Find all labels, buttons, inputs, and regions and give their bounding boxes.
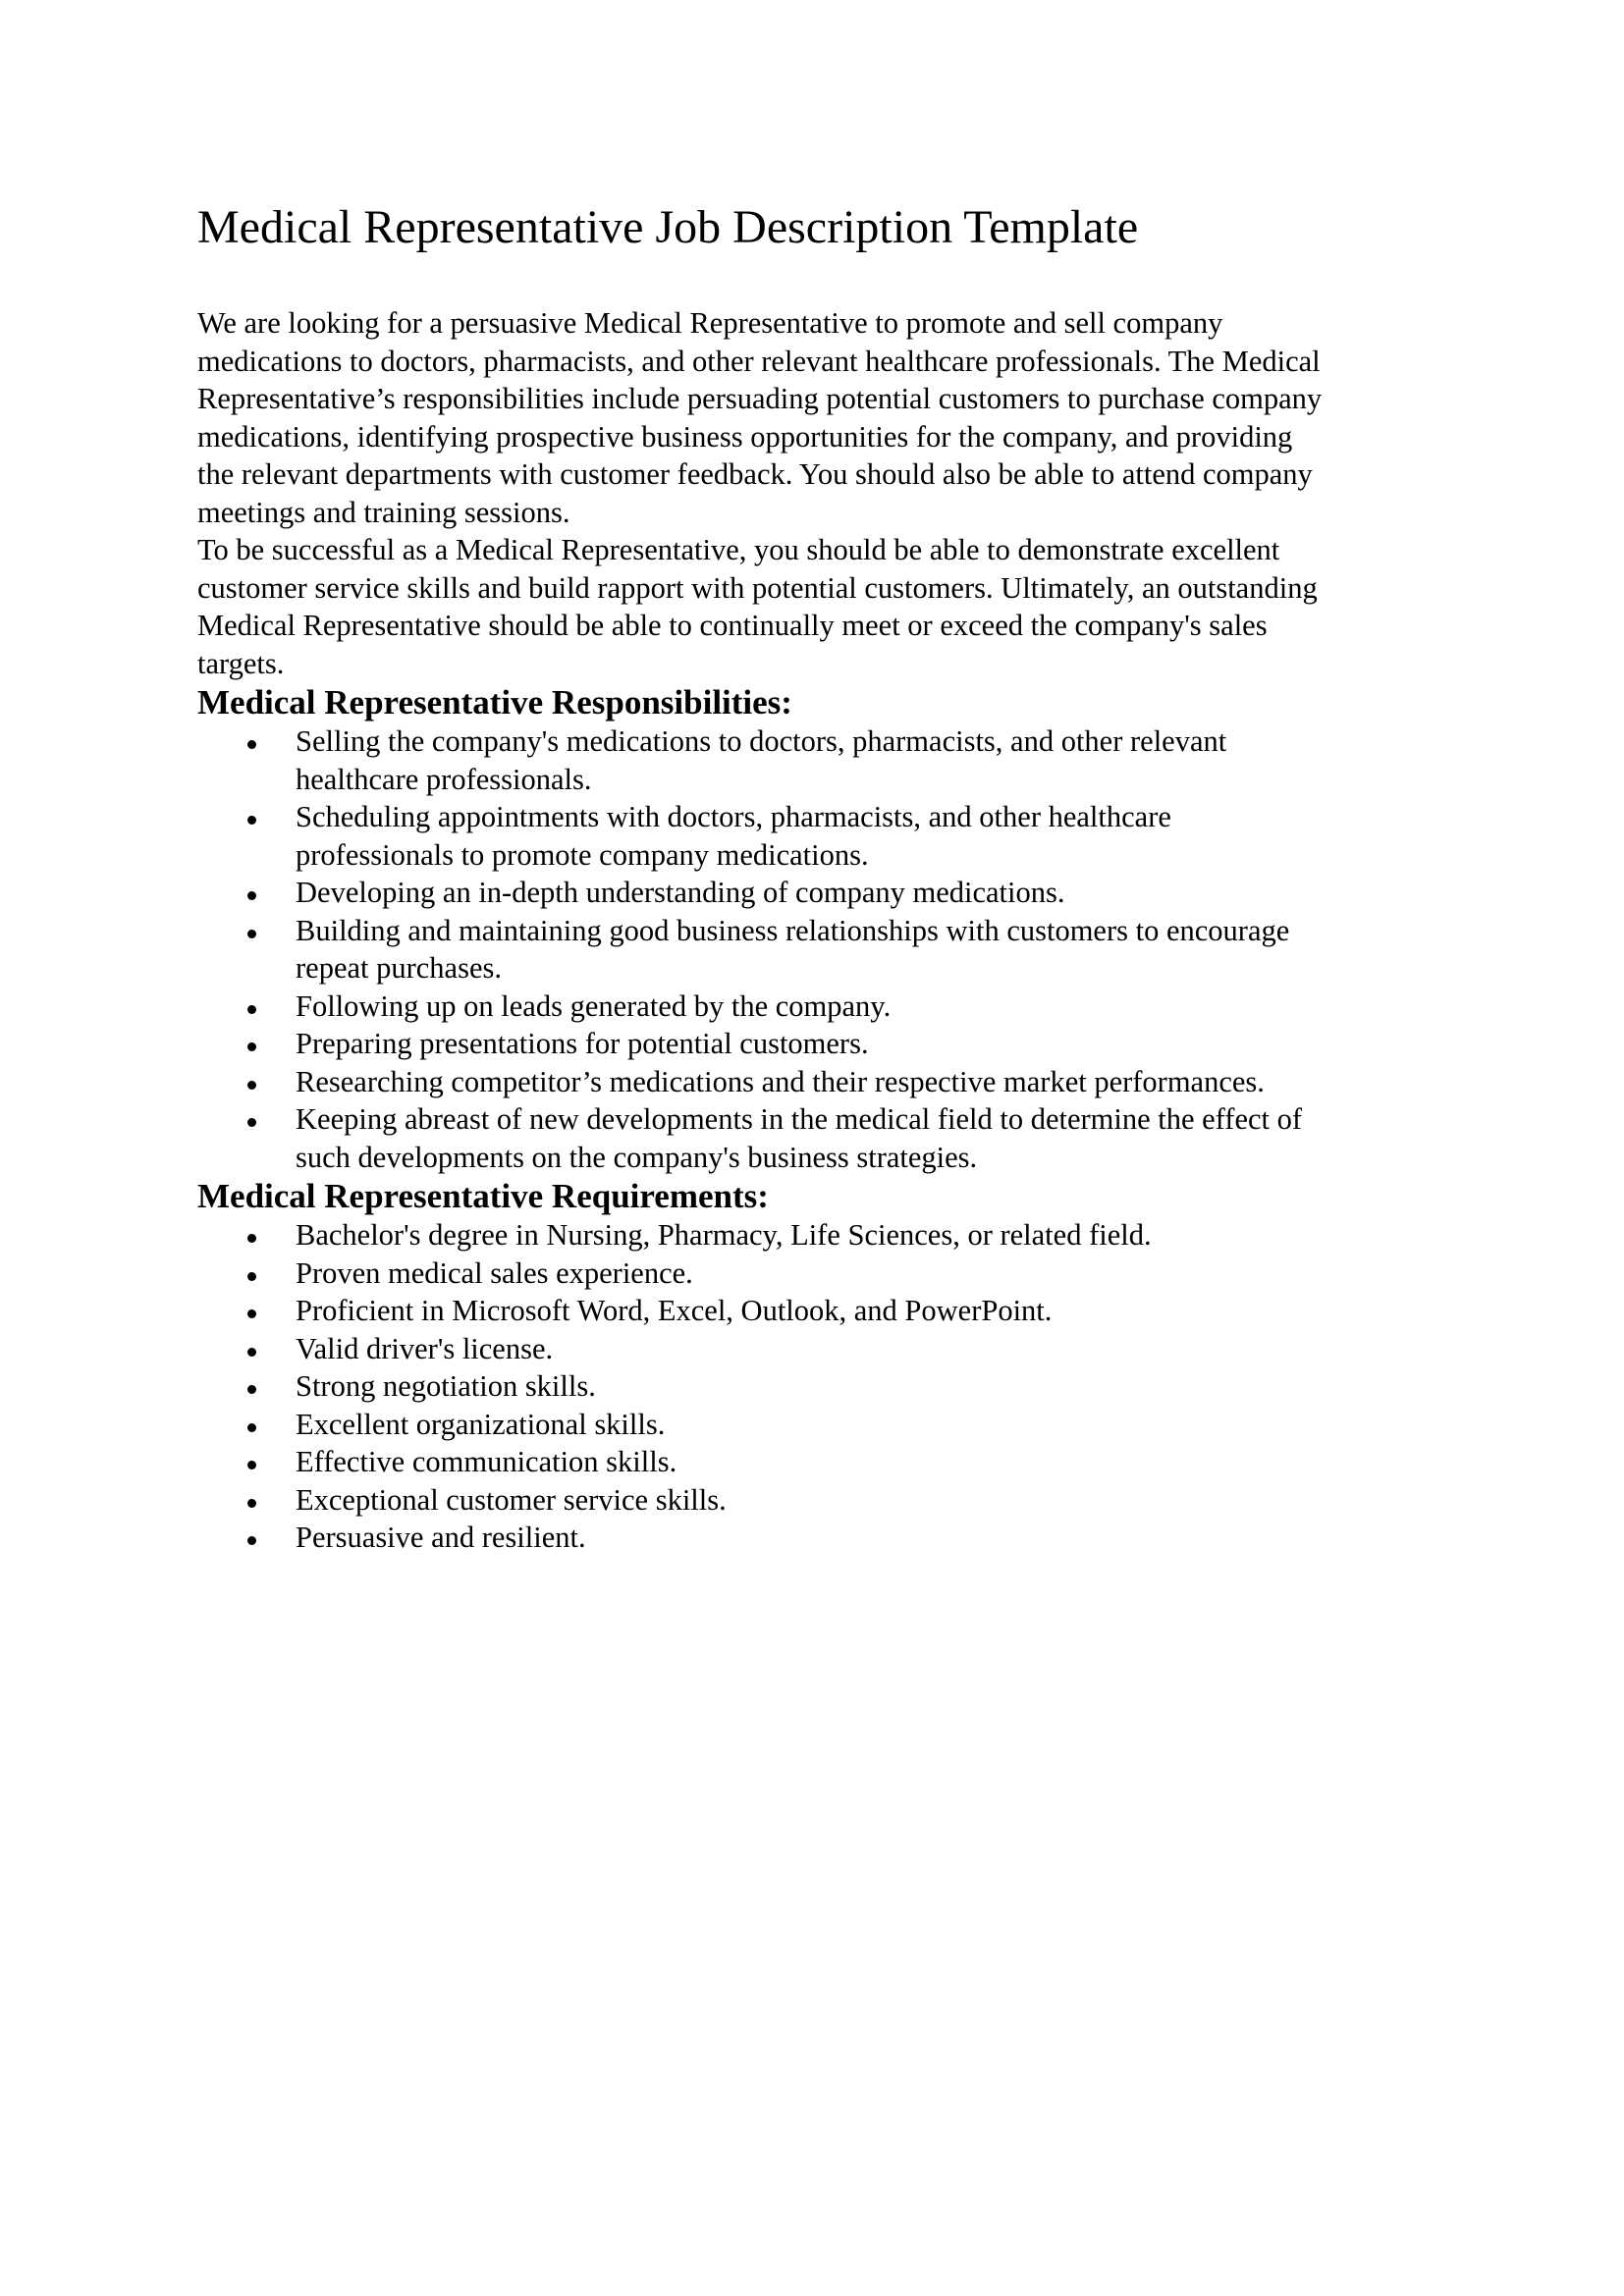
requirements-heading: Medical Representative Requirements: <box>197 1177 769 1215</box>
bullet-icon <box>247 1385 256 1394</box>
responsibility-item <box>197 722 1474 798</box>
bullet-icon <box>247 1118 256 1127</box>
requirement-item-text: Valid driver's license. <box>296 1331 554 1365</box>
responsibility-item-text: professionals to promote company medications. <box>296 837 869 872</box>
intro-line: customer service skills and build rapport with potential customers. Ultimately, an outstanding <box>197 570 1318 605</box>
responsibilities-list <box>197 722 1474 1176</box>
responsibility-item-text: Scheduling appointments with doctors, pharmacists, and other healthcare <box>296 800 1171 833</box>
requirement-item <box>197 1481 1474 1520</box>
bullet-icon <box>247 1272 256 1281</box>
bullet-icon <box>247 1461 256 1469</box>
document-content <box>197 198 1474 1557</box>
bullet-icon <box>247 740 256 749</box>
responsibility-item <box>197 1100 1474 1176</box>
requirement-item <box>197 1443 1474 1481</box>
requirement-item-text: Strong negotiation skills. <box>296 1369 596 1403</box>
responsibility-item-text: Researching competitor’s medications and their respective market performances. <box>296 1064 1265 1098</box>
requirement-item <box>197 1330 1474 1368</box>
intro-line: meetings and training sessions. <box>197 495 570 529</box>
bullet-icon <box>247 1423 256 1432</box>
responsibility-item-text: such developments on the company's business strategies. <box>296 1140 978 1174</box>
responsibility-item <box>197 912 1474 988</box>
requirements-list <box>197 1216 1474 1557</box>
requirement-item-text: Persuasive and resilient. <box>296 1521 586 1554</box>
responsibility-item-text: Building and maintaining good business relationships with customers to encourage <box>296 913 1290 947</box>
intro-paragraph <box>197 304 1474 682</box>
responsibility-item <box>197 798 1474 874</box>
responsibility-item <box>197 1025 1474 1063</box>
responsibility-item-text: repeat purchases. <box>296 951 503 985</box>
responsibility-item-text: Keeping abreast of new developments in the medical field to determine the effect of <box>296 1102 1303 1136</box>
responsibilities-heading: Medical Representative Responsibilities: <box>197 683 792 721</box>
bullet-icon <box>247 1042 256 1051</box>
bullet-icon <box>247 1536 256 1545</box>
responsibility-item-text: Selling the company's medications to doctors, pharmacists, and other relevant <box>296 724 1227 758</box>
bullet-icon <box>247 1348 256 1357</box>
responsibility-item-text: Preparing presentations for potential customers. <box>296 1027 869 1060</box>
intro-line: medications to doctors, pharmacists, and other relevant healthcare professionals. The Medical <box>197 344 1321 378</box>
responsibility-item <box>197 874 1474 912</box>
requirement-item <box>197 1292 1474 1330</box>
responsibility-item-text: healthcare professionals. <box>296 762 592 796</box>
bullet-icon <box>247 1499 256 1508</box>
bullet-icon <box>247 930 256 938</box>
intro-line: To be successful as a Medical Representative, you should be able to demonstrate excellent <box>197 533 1280 566</box>
requirement-item-text: Proficient in Microsoft Word, Excel, Outlook, and PowerPoint. <box>296 1294 1053 1327</box>
intro-line: Representative’s responsibilities include persuading potential customers to purchase company <box>197 382 1323 415</box>
requirement-item-text: Proven medical sales experience. <box>296 1255 693 1290</box>
responsibility-item <box>197 988 1474 1026</box>
requirement-item <box>197 1406 1474 1444</box>
requirement-item-text: Effective communication skills. <box>296 1445 677 1478</box>
requirement-item <box>197 1367 1474 1406</box>
document-title: Medical Representative Job Description Template <box>197 201 1139 253</box>
requirement-item <box>197 1519 1474 1557</box>
requirement-item-text: Excellent organizational skills. <box>296 1407 666 1441</box>
responsibility-item-text: Following up on leads generated by the company. <box>296 988 892 1023</box>
requirement-item-text: Exceptional customer service skills. <box>296 1482 727 1517</box>
bullet-icon <box>247 1309 256 1318</box>
intro-line: targets. <box>197 646 285 680</box>
intro-line: medications, identifying prospective business opportunities for the company, and providing <box>197 419 1293 454</box>
bullet-icon <box>247 1005 256 1014</box>
responsibility-item <box>197 1063 1474 1101</box>
requirement-item-text: Bachelor's degree in Nursing, Pharmacy, Life Sciences, or related field. <box>296 1218 1152 1252</box>
intro-line: the relevant departments with customer feedback. You should also be able to attend company <box>197 457 1313 491</box>
bullet-icon <box>247 1234 256 1243</box>
responsibility-item-text: Developing an in-depth understanding of company medications. <box>296 876 1065 909</box>
requirement-item <box>197 1216 1474 1255</box>
intro-line: We are looking for a persuasive Medical Representative to promote and sell company <box>197 306 1223 340</box>
bullet-icon <box>247 816 256 825</box>
bullet-icon <box>247 1081 256 1090</box>
bullet-icon <box>247 891 256 900</box>
intro-line: Medical Representative should be able to continually meet or exceed the company's sales <box>197 609 1268 642</box>
requirement-item <box>197 1255 1474 1293</box>
